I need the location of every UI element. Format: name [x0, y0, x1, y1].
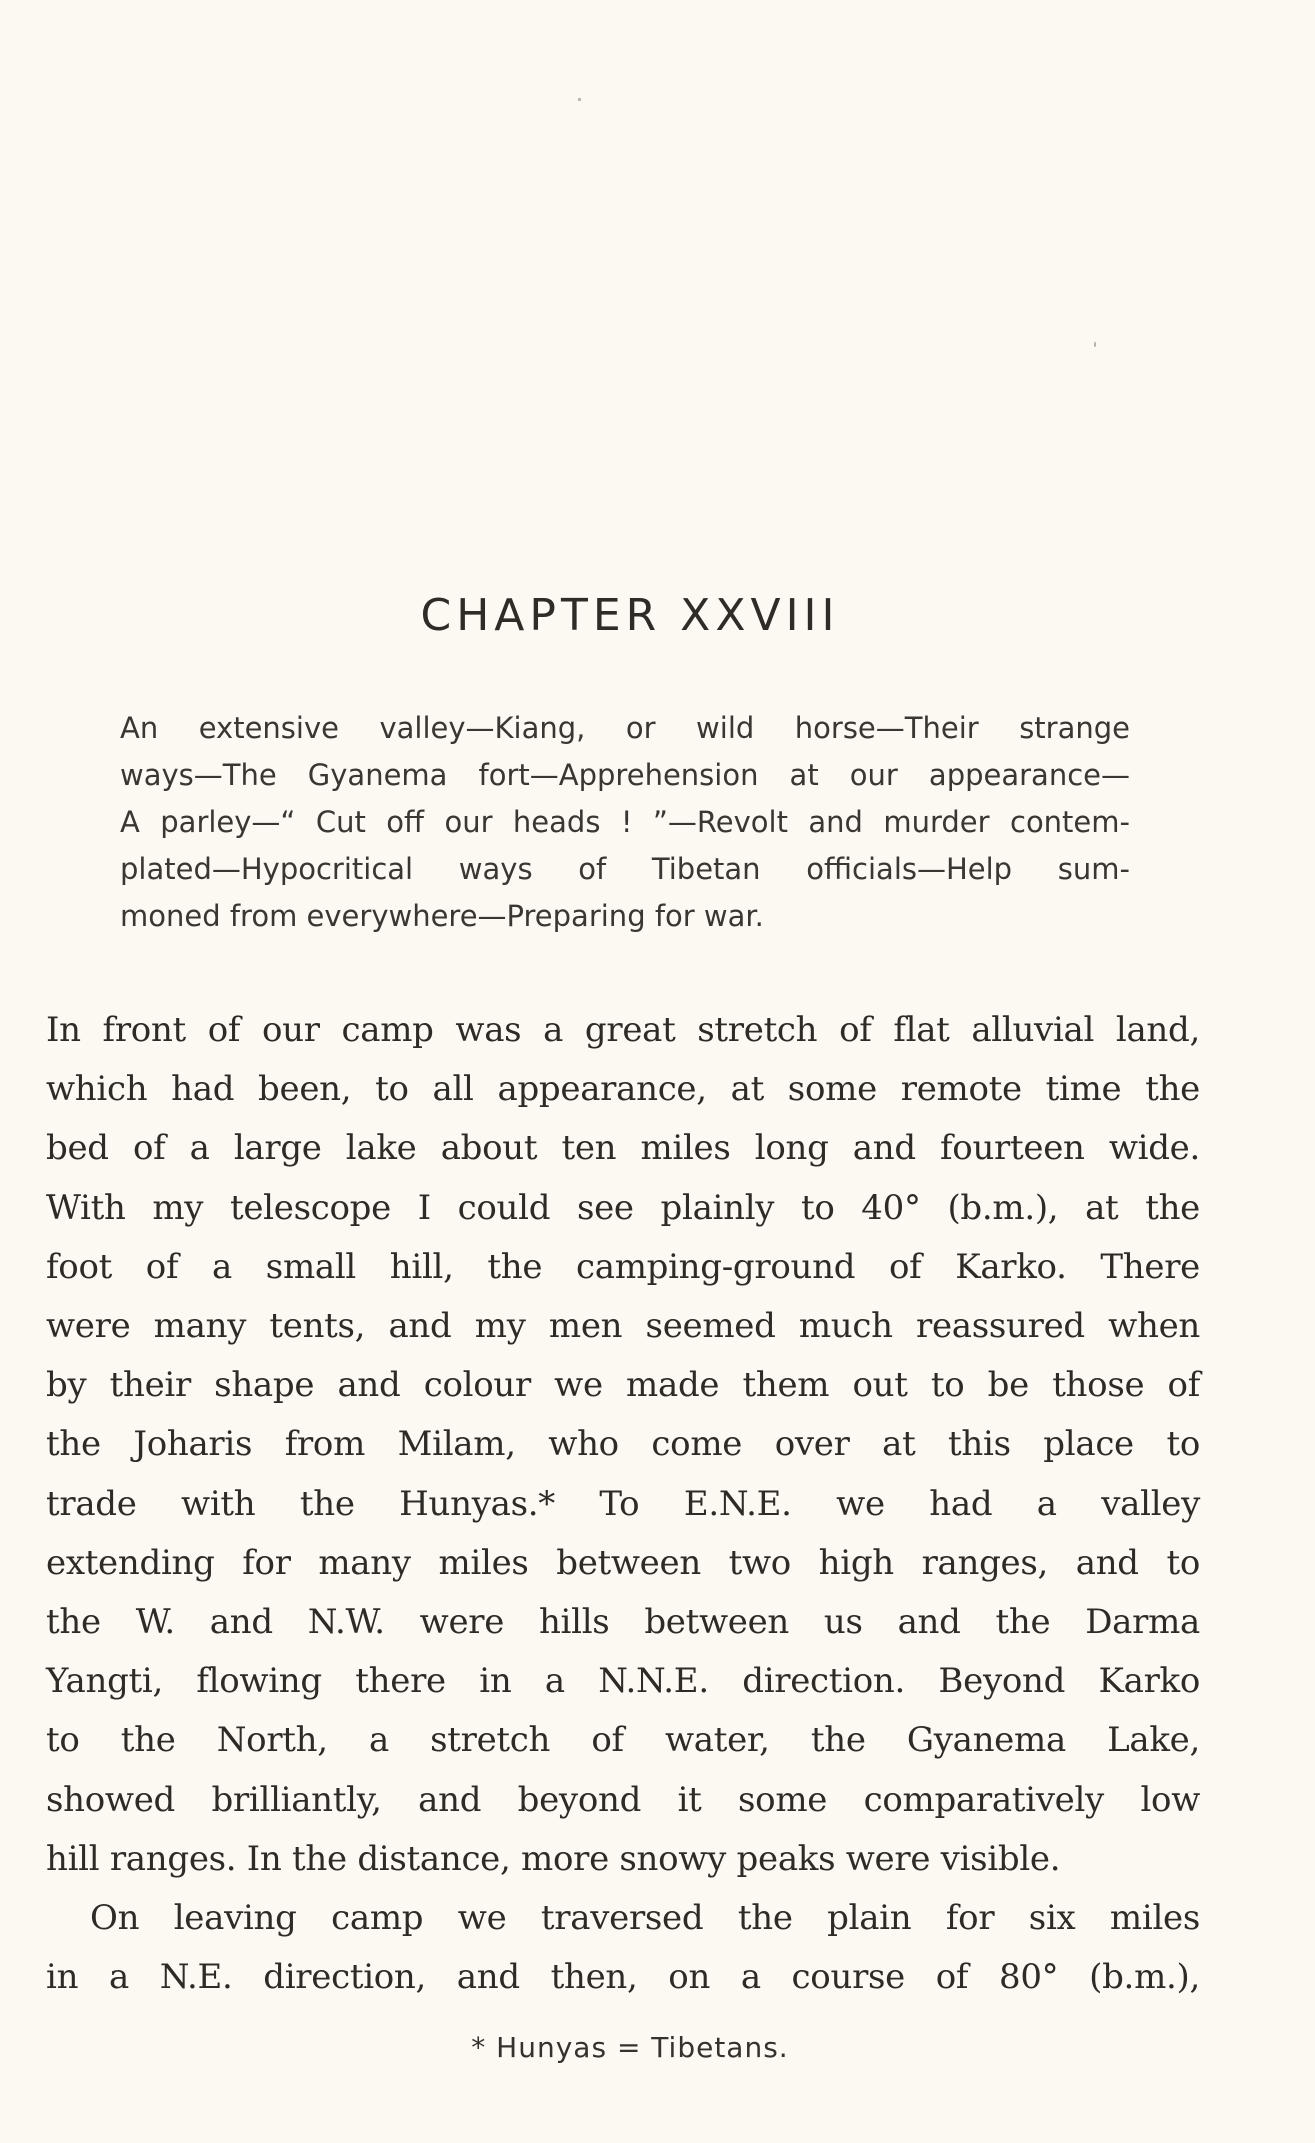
body-line: extending for many miles between two high ranges, and to	[46, 1542, 1200, 1583]
synopsis-line: An extensive valley—Kiang, or wild horse—Their strange	[120, 711, 1130, 745]
body-line: bed of a large lake about ten miles long and fourteen wide.	[46, 1128, 1200, 1169]
body-line: the W. and N.W. were hills between us and the Darma	[46, 1602, 1200, 1643]
synopsis-line: plated—Hypocritical ways of Tibetan officials—Help sum-	[120, 852, 1130, 886]
body-line: the Joharis from Milam, who come over at this place to	[46, 1424, 1200, 1465]
body-line: On leaving camp we traversed the plain for six miles	[90, 1898, 1200, 1939]
synopsis-line: A parley—“ Cut off our heads ! ”—Revolt and murder contem-	[120, 805, 1130, 839]
body-line: by their shape and colour we made them out to be those of	[46, 1365, 1200, 1406]
chapter-synopsis	[120, 705, 1130, 940]
body-line: hill ranges. In the distance, more snowy peaks were visible.	[46, 1838, 1061, 1879]
chapter-title: CHAPTER XXVIII	[420, 590, 840, 641]
body-line: to the North, a stretch of water, the Gyanema Lake,	[46, 1720, 1200, 1761]
paper-speck	[578, 98, 581, 101]
body-line: in a N.E. direction, and then, on a course of 80° (b.m.),	[46, 1957, 1200, 1998]
body-text	[46, 1001, 1200, 2007]
body-line: were many tents, and my men seemed much reassured when	[46, 1306, 1200, 1347]
body-line: With my telescope I could see plainly to 40° (b.m.), at the	[46, 1187, 1200, 1228]
body-line: Yangti, flowing there in a N.N.E. direction. Beyond Karko	[46, 1661, 1200, 1702]
synopsis-line: ways—The Gyanema fort—Apprehension at our appearance—	[120, 758, 1130, 792]
footnote: * Hunyas = Tibetans.	[471, 2031, 789, 2064]
body-line: trade with the Hunyas.* To E.N.E. we had a valley	[46, 1483, 1200, 1524]
body-line: showed brilliantly, and beyond it some comparatively low	[46, 1779, 1200, 1820]
body-line: which had been, to all appearance, at some remote time the	[46, 1069, 1200, 1110]
body-line: In front of our camp was a great stretch of flat alluvial land,	[46, 1010, 1200, 1050]
paper-speck	[1094, 342, 1096, 347]
body-line: foot of a small hill, the camping-ground of Karko. There	[46, 1246, 1200, 1287]
synopsis-line: moned from everywhere—Preparing for war.	[120, 899, 764, 933]
